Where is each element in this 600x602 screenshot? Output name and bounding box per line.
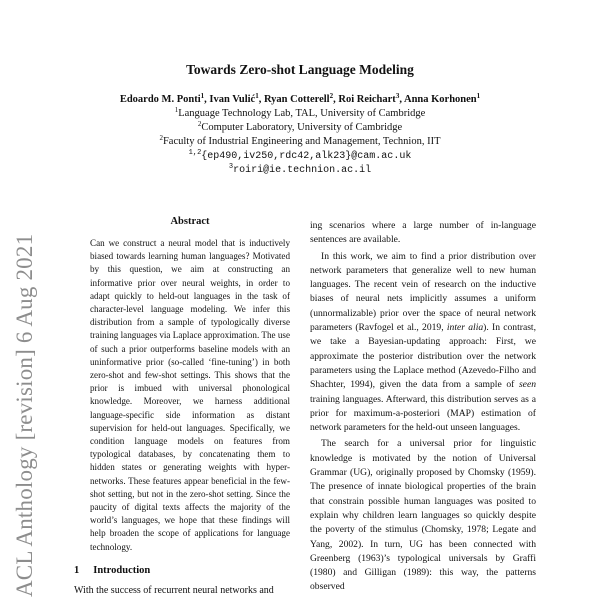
paragraph-prior [310,250,536,436]
section-heading-introduction [74,565,150,576]
paragraph-italic: inter alia [446,322,484,334]
arxiv-sidebar [2,233,42,602]
author-sup: 1 [255,92,259,100]
email-text: {ep490,iv250,rdc42,alk23}@cam.ac.uk [201,151,412,162]
paragraph-text: In this work, we aim to find a prior distribution over network parameters that generalize well to new human languages. The recent vein of research on the inductive biases of neural nets implicitly assumes a uniform (unnormalizable) prior over the space of neural network parameters (Ravfogel et al., 2019, [310,250,536,334]
sidebar-stamp: ACL Anthology [revision] 6 Aug 2021 [12,233,37,597]
paragraph-text: ). In contrast, we take a Bayesian-updating approach: First, we approximate the posterior distribution over the network parameters using the Laplace method (Azevedo-Filho and Shachter, 1994), given the data from a sample of [310,322,537,391]
affiliation-sup: 1 [174,106,179,114]
paragraph-universal-grammar: The search for a universal prior for linguistic knowledge is motivated by the notion of Universal Grammar (UG), originally proposed by Chomsky (1959). The presence of innate biological properties of the brain that constrain possible human languages was posited to explain why children learn languages so quickly despite the poverty of the stimulus (Chomsky, 1978; Legate and Yang, 2002). In turn, UG has been connected with Greenberg (1963)’s typological universals by Graffi (1980) and Gilligan (1989): this way, the patterns observed [310,438,536,593]
author-sup: 2 [329,92,334,100]
author: Roi Reichart [338,94,396,105]
affiliation-text: Language Technology Lab, TAL, University of Cambridge [178,108,426,119]
affiliation-sup: 2 [197,120,202,128]
email-sup: 1,2 [188,149,202,157]
section-number: 1 [74,565,80,576]
email-sup: 3 [228,163,234,171]
author: Anna Korhonen [403,94,477,105]
email-line-1 [0,151,600,162]
affiliation-1 [0,108,600,119]
abstract-heading: Abstract [170,216,210,227]
email-text: roiri@ie.technion.ac.il [233,165,372,176]
author-list: Edoardo M. Ponti$^1$, Ivan Vulić$^1$, Ryan Cotterell$^2$, Roi Reichart$^3$, Anna Korhonen$^1$ [119,92,481,105]
paragraph-continued: ing scenarios where a large number of in-language sentences are available. [310,220,536,246]
author-sup: 1 [200,92,205,100]
paragraph-text: training languages. Afterward, this distribution serves as a prior for maximum-a-posteriori (MAP) estimation of network parameters for the held-out unseen languages. [310,393,536,434]
affiliation-text: Computer Laboratory, University of Cambridge [201,122,403,133]
email-line-2 [0,165,600,176]
paper-title: Towards Zero-shot Language Modeling [186,62,414,77]
section-title: Introduction [93,565,151,576]
author: Edoardo M. Ponti [119,94,201,105]
author: Ivan Vulić [209,94,256,105]
author-sup: 1 [476,92,481,100]
introduction-first-line: With the success of recurrent neural networks and [74,585,274,596]
paragraph-italic: seen [518,379,536,391]
affiliation-text: Faculty of Industrial Engineering and Management, Technion, IIT [162,136,441,147]
affiliation-sup: 2 [159,134,163,142]
abstract-body: Can we construct a neural model that is inductively biased towards learning human languages? Motivated by this question, we aim at constructing an informative prior over neural weights, in order to adapt quickly to held-out languages in the task of character-level language modeling. We infer this distribution from a sample of typologically diverse training languages via Laplace approximation. The use of such a prior outperforms baseline models with an uninformative prior (so-called ‘fine-tuning’) in both zero-shot and few-shot settings. This shows that the prior is imbued with universal phonological knowledge. Moreover, we harness additional language-specific side information as distant supervision for held-out languages. Specifically, we condition language models on features from typological databases, by concatenating them to hidden states or generating weights with hyper-networks. These features appear beneficial in the few-shot setting, but not in the zero-shot setting. Since the paucity of digital texts affects the majority of the world’s languages, we hope that these findings will help broaden the scope of applications for language technology. [90,238,290,552]
author: Ryan Cotterell [263,94,330,105]
affiliation-2 [0,122,600,133]
affiliation-3 [0,136,600,147]
right-column [310,219,536,595]
author-sup: 3 [395,92,400,100]
